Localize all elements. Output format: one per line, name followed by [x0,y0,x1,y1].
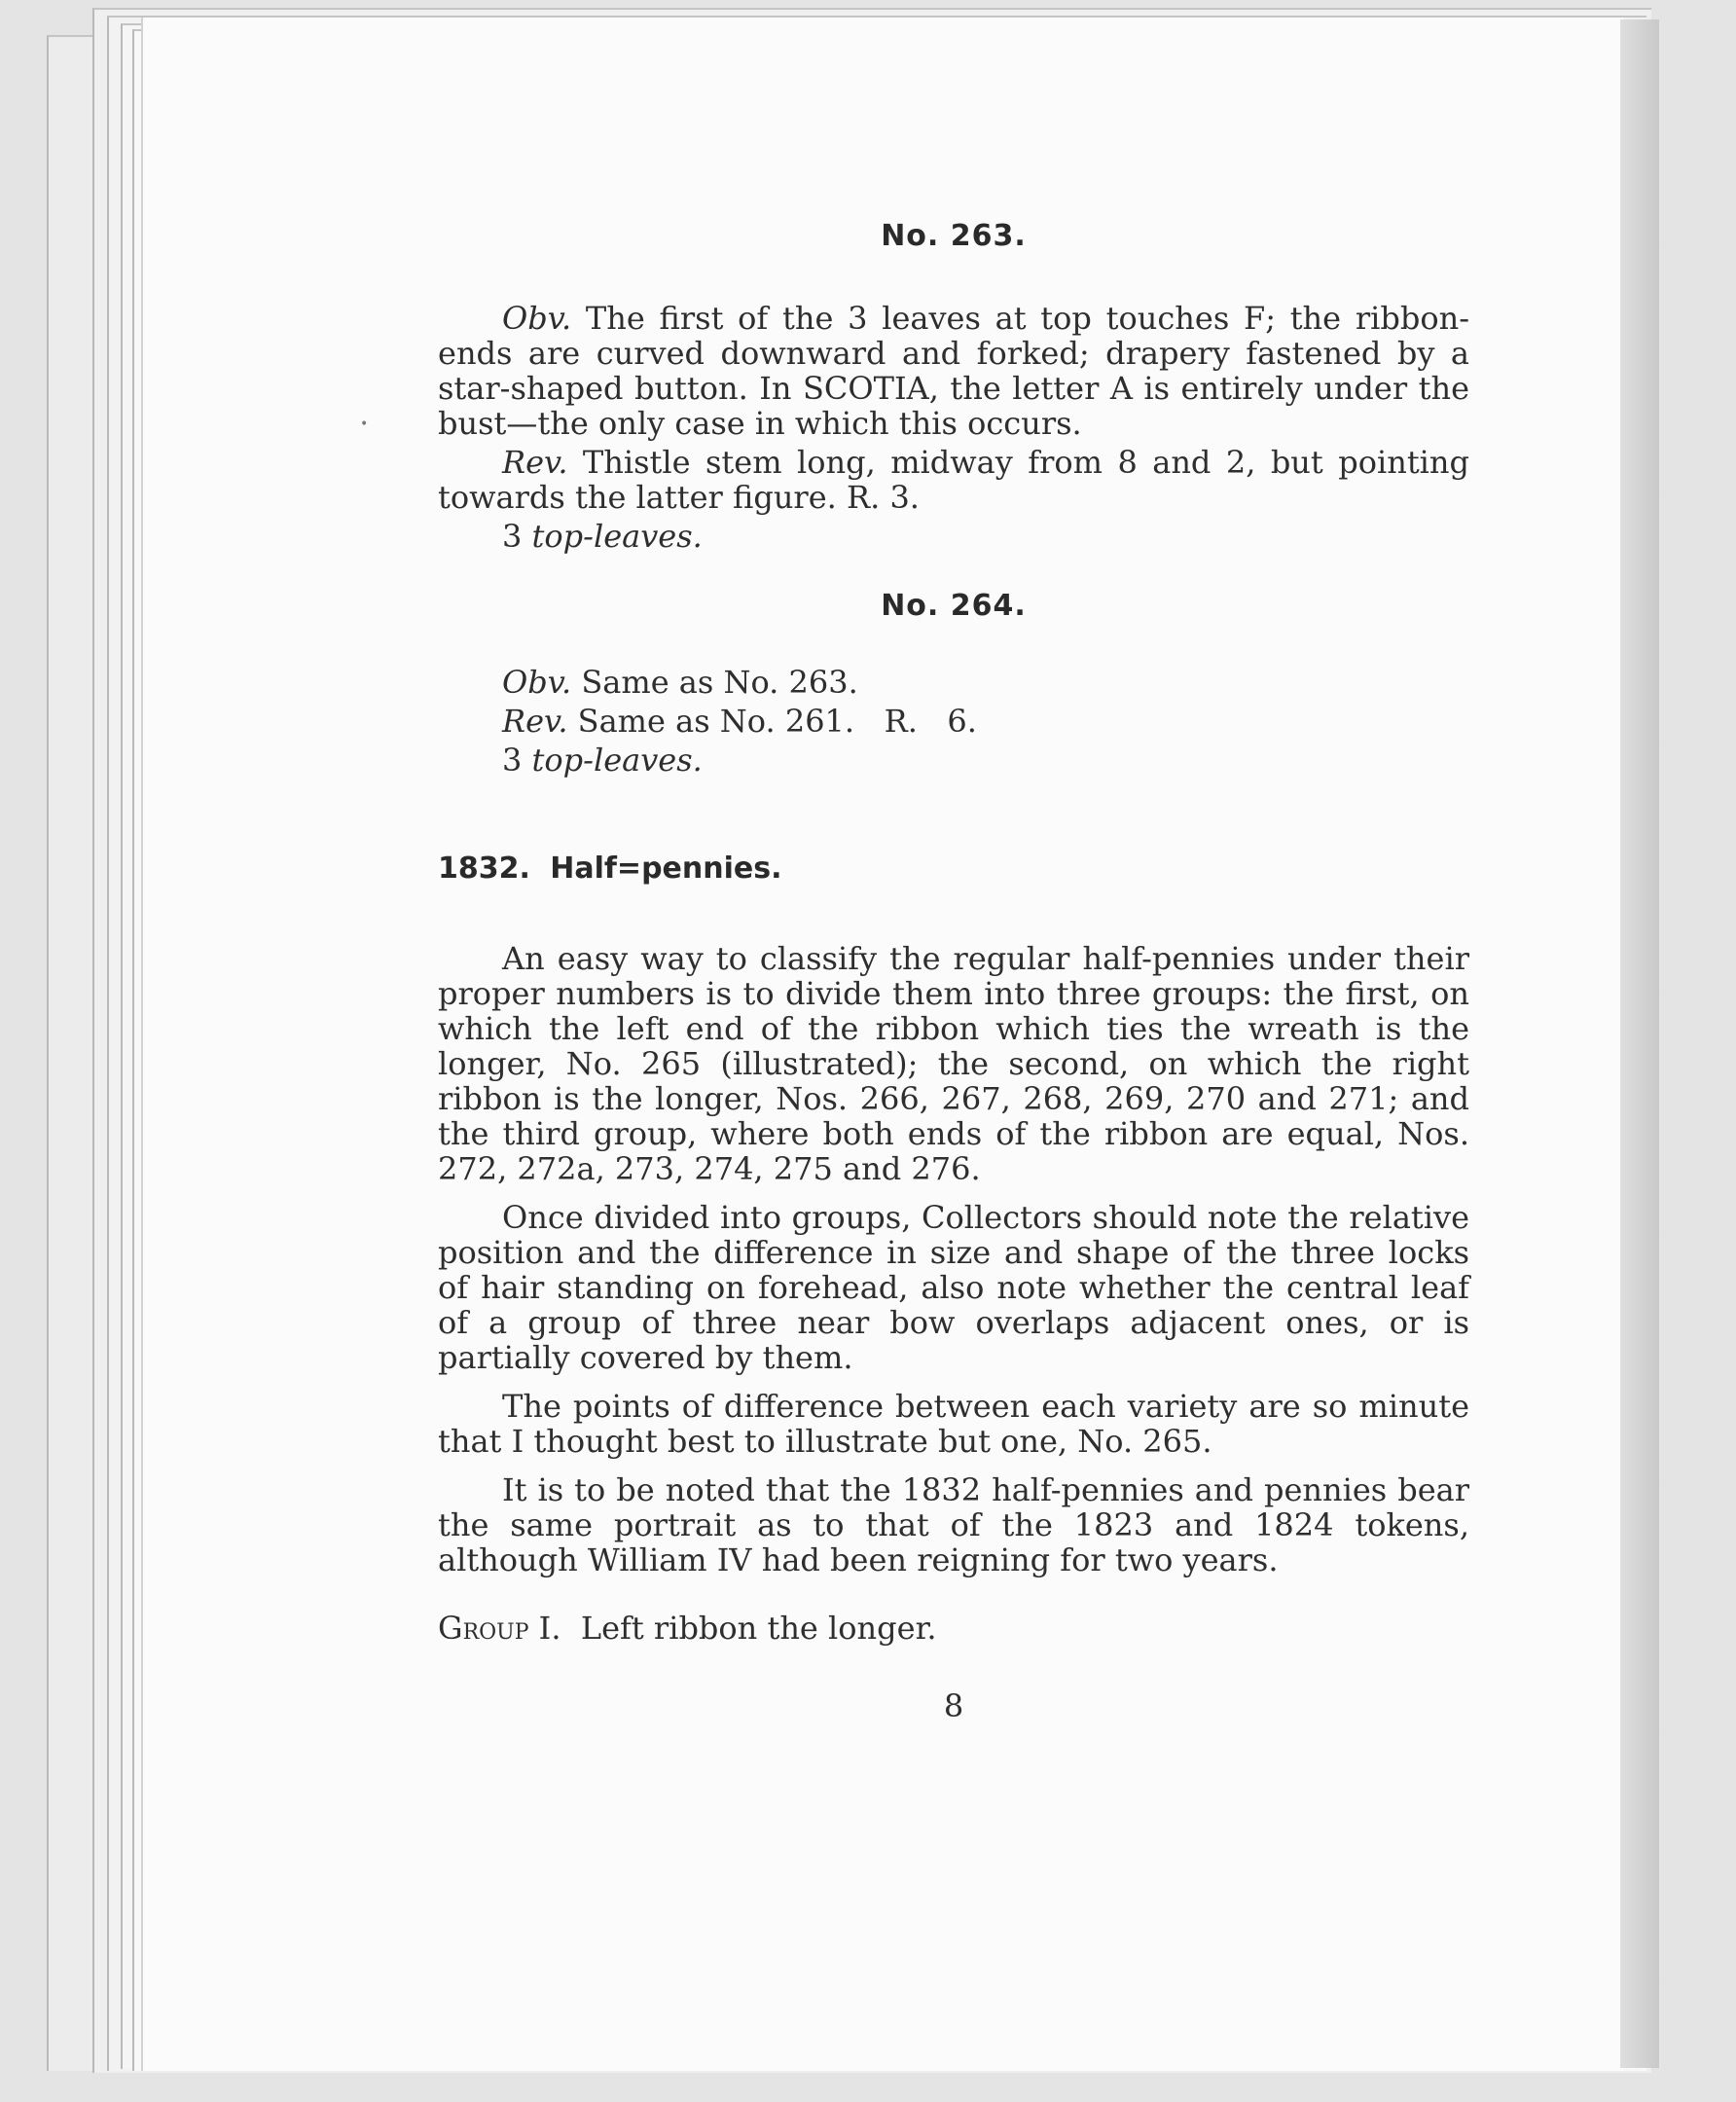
entry-263-reverse [438,445,1469,515]
obverse-text: , the letter [928,370,1110,407]
paragraph: The points of difference between each variety are so minute that I thought best to illustrate but one, No. 265. [438,1388,1469,1460]
obverse-text: ; the ribbon-ends are curved downward and forked; drapery fastened by a star-shaped button. In [438,300,1470,407]
leaves-count: 3 [502,742,532,779]
group-heading [438,1611,1469,1646]
group-label: Group I. [438,1610,561,1647]
entry-heading-264: No. 264. [881,589,1027,623]
section-year: 1832. [438,852,530,886]
entry-263-leaves [438,519,1469,554]
obverse-label: Obv. [502,300,572,337]
group-text: Left ribbon the longer. [561,1610,937,1647]
page-gutter-shadow [1620,19,1659,2068]
obverse-text: Same as No. 263. [571,664,858,701]
entry-264-leaves [438,743,1469,778]
page-number: 8 [943,1687,964,1724]
leaves-label: top-leaves. [531,742,703,779]
obverse-text: The first of the 3 leaves at top touches [571,300,1244,337]
leaves-count: 3 [502,518,532,555]
paragraph: It is to be noted that the 1832 half-pennies and pennies bear the same portrait as to that of the 1823 and 1824 tokens, although William IV had been reigning for two years. [438,1471,1469,1578]
entry-heading-263: No. 263. [881,219,1027,253]
section-heading [438,850,1469,887]
paragraph: An easy way to classify the regular half-pennies under their proper numbers is to divide them into three groups: the first, on which the left end of the ribbon which ties the wreath is the longer, No. 265 (illustrated); the second, on which the right ribbon is the longer, Nos. 266, 267, 268, 269, 270 and 271; and the third group, where both ends of the ribbon are equal, Nos. 272, 272a, 273, 274, 275 and 276. [438,940,1469,1187]
reverse-label: Rev. [502,444,568,481]
page-content [438,219,1469,1723]
entry-264-obverse [438,665,1469,700]
reverse-text: Thistle stem long, midway from 8 and 2, but pointing towards the latter figure. R. 3. [438,444,1469,516]
entry-263-obverse [438,301,1469,441]
leaves-label: top-leaves. [531,518,703,555]
section-title: Half=pennies. [550,852,782,886]
stray-mark: • [360,417,369,432]
letter-a: A [1109,370,1133,407]
obverse-text: is entirely under the bust—the only case in which this occurs. [438,370,1470,442]
entry-264-reverse [438,704,1469,739]
obverse-label: Obv. [502,664,572,701]
word-scotia: SCOTIA [803,370,929,407]
paragraph: Once divided into groups, Collectors should note the relative position and the difference in size and shape of the three locks of hair standing on forehead, also note whether the central leaf of a group of three near bow overlaps adjacent ones, or is partially covered by them. [438,1199,1469,1376]
letter-f: F [1243,300,1266,337]
reverse-text: Same as No. 261. R. 6. [567,703,977,740]
reverse-label: Rev. [502,703,568,740]
